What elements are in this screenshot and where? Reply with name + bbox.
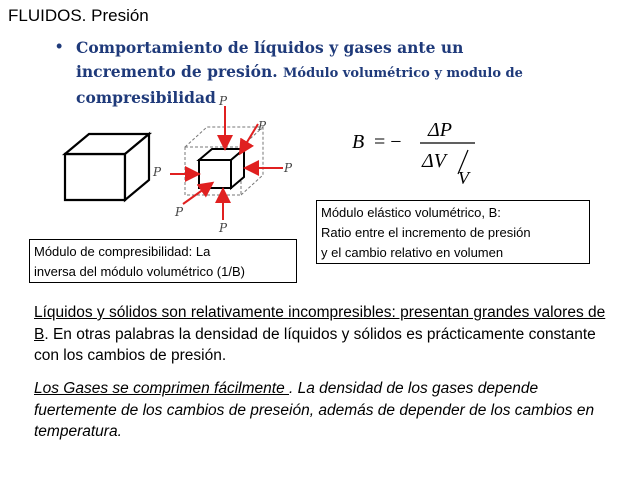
elastic-line-3: y el cambio relativo en volumen bbox=[321, 245, 504, 260]
bullet-marker: • bbox=[56, 36, 63, 56]
elastic-line-2: Ratio entre el incremento de presión bbox=[321, 225, 531, 240]
bullet-line-3: compresibilidad bbox=[76, 88, 216, 107]
bulk-modulus-formula bbox=[350, 112, 480, 190]
formula-divisor: V bbox=[458, 168, 469, 188]
formula-lhs: B bbox=[352, 131, 365, 153]
bullet-line-1: Comportamiento de líquidos y gases ante un bbox=[76, 38, 464, 57]
compressibility-note bbox=[29, 239, 297, 283]
compression-diagram bbox=[55, 92, 305, 237]
formula-numerator: ΔP bbox=[428, 119, 452, 141]
pressure-label-bottom: P bbox=[219, 221, 228, 235]
elastic-line-1: Módulo elástico volumétrico, B: bbox=[321, 205, 501, 220]
bullet-heading bbox=[76, 36, 624, 107]
pressure-label-top: P bbox=[219, 94, 228, 108]
paragraph-liquids-underlined: Líquidos y sólidos son relativamente incompresibles: presentan grandes valores de B bbox=[34, 304, 606, 343]
pressure-label-left: P bbox=[153, 165, 162, 179]
pressure-label-bottom-left: P bbox=[175, 205, 184, 219]
paragraph-liquids bbox=[34, 302, 614, 367]
paragraph-gases-rest: . La densidad de los gases depende fuertemente de los cambios de preseión, además de depender de los cambios en temperatura. bbox=[34, 380, 595, 440]
pressure-label-right: P bbox=[284, 161, 293, 175]
paragraph-gases bbox=[34, 378, 614, 443]
bullet-line-2 bbox=[76, 60, 624, 86]
compress-line-1: Módulo de compresibilidad: La bbox=[34, 244, 211, 259]
cube-compressed bbox=[199, 149, 244, 188]
formula-denominator: ΔV bbox=[422, 150, 446, 172]
slide-title: FLUIDOS. Presión bbox=[8, 6, 149, 25]
paragraph-liquids-rest: . En otras palabras la densidad de líquidos y sólidos es prácticamente constante con los cambios de presión. bbox=[34, 325, 596, 364]
elastic-modulus-note bbox=[316, 200, 590, 264]
paragraph-gases-underlined: Los Gases se comprimen fácilmente bbox=[34, 380, 289, 397]
cube-uncompressed bbox=[65, 134, 149, 200]
compress-line-2: inversa del módulo volumétrico (1/B) bbox=[34, 264, 245, 279]
formula-equals: = − bbox=[374, 131, 402, 153]
bullet-line-2-main: incremento de presión. bbox=[76, 62, 278, 81]
bullet-line-2-small: Módulo volumétrico y modulo de bbox=[283, 66, 523, 81]
pressure-label-top-right: P bbox=[258, 119, 267, 133]
